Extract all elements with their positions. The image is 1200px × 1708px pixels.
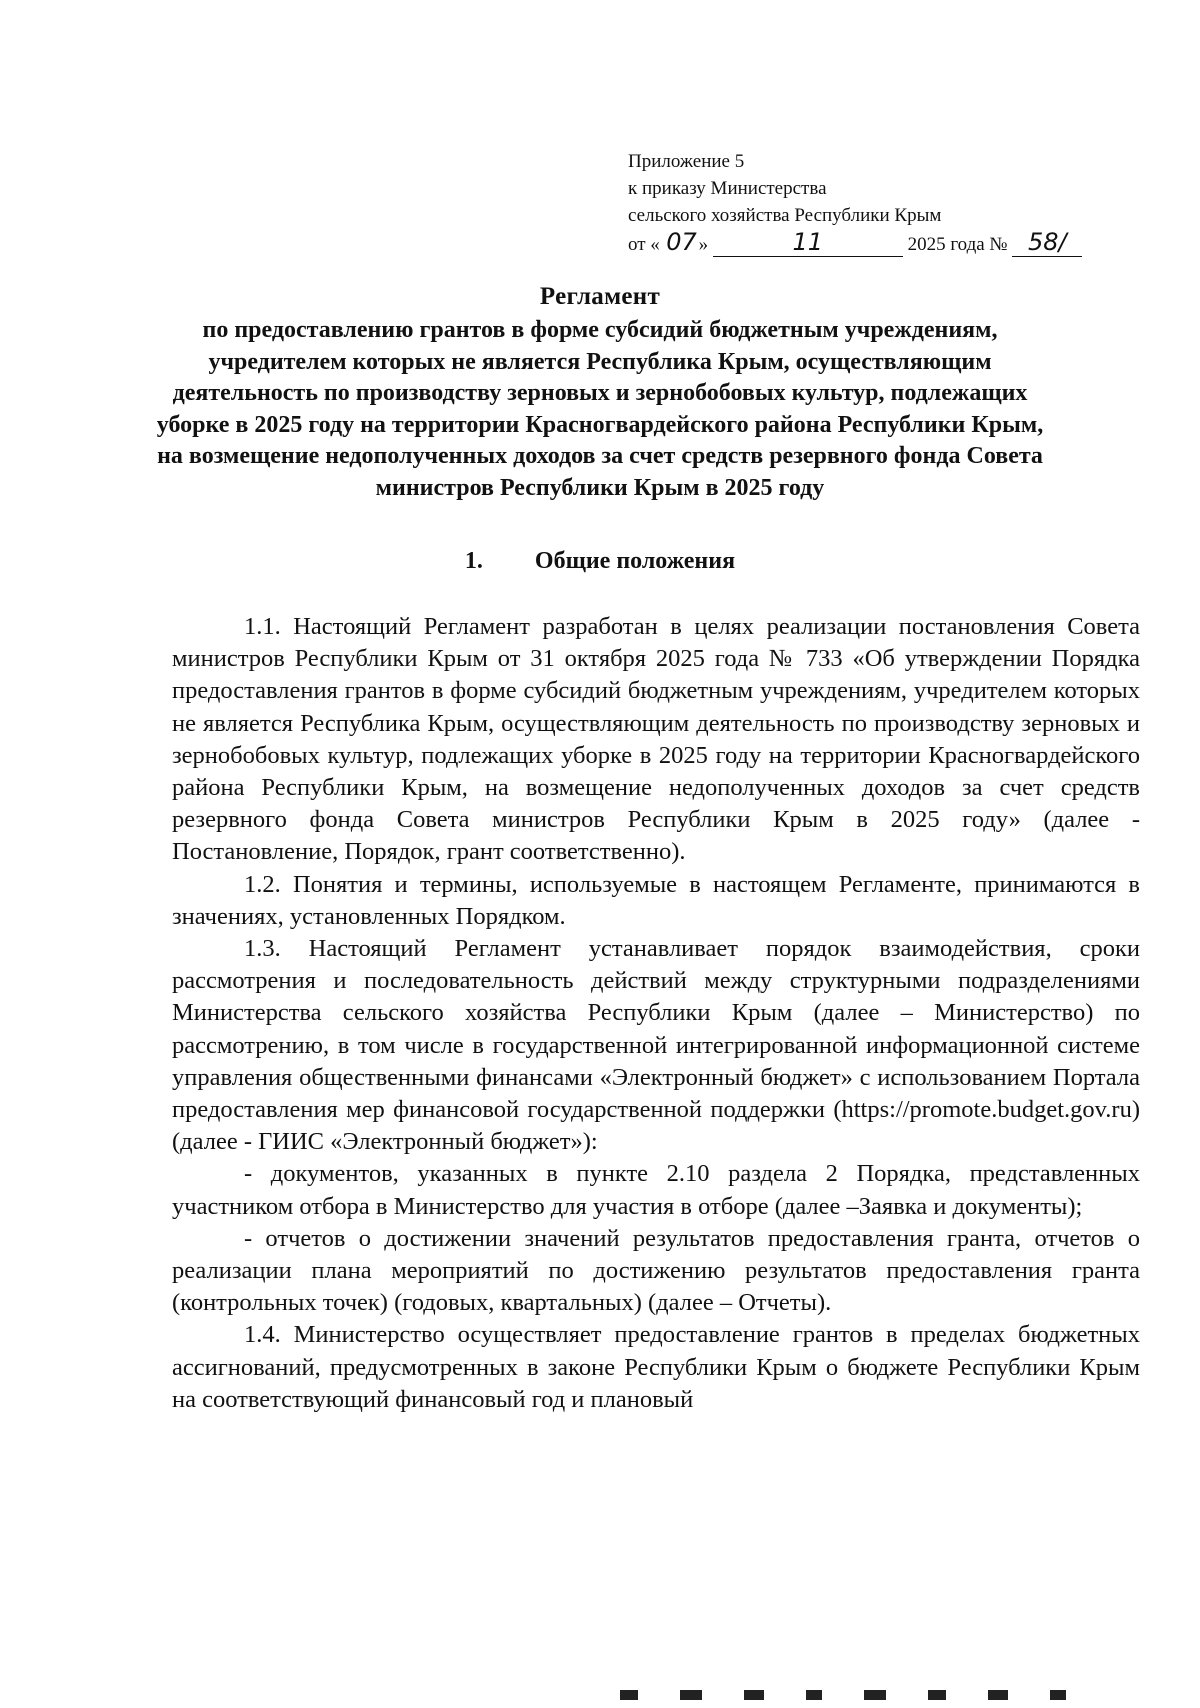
date-mid: » — [698, 234, 709, 255]
section-title: Общие положения — [534, 548, 736, 574]
annex-header — [628, 148, 1148, 258]
handwritten-number: 58/ — [1028, 228, 1067, 256]
annex-date-line — [628, 229, 1148, 258]
list-item-documents: - документов, указанных в пункте 2.10 раздела 2 Порядка, представленных участником отбора в Министерство для участия в отборе (далее –Заявка и документы); — [172, 1160, 1140, 1220]
scan-edge-marks — [620, 1690, 1180, 1704]
list-item-reports: - отчетов о достижении значений результатов предоставления гранта, отчетов о реализации плана мероприятий по достижению результатов предоставления гранта (контрольных точек) (годовых, квартальных) (далее – Отчеты). — [172, 1224, 1140, 1317]
paragraph-1-4: 1.4. Министерство осуществляет предоставление грантов в пределах бюджетных ассигнований, предусмотренных в законе Республики Крым о бюджете Республики Крым на соответствующий финансовый год и плановый — [172, 1321, 1140, 1413]
paragraph-1-2: 1.2. Понятия и термины, используемые в настоящем Регламенте, принимаются в значениях, установленных Порядком. — [172, 870, 1140, 930]
document-subtitle: по предоставлению грантов в форме субсидий бюджетным учреждениям, учредителем которых не является Республика Крым, осуществляющим деятельность по производству зерновых и зернобобовых культур, подлежащих уборке в 2025 году на территории Красногвардейского района Республики Крым, на возмещение недополученных доходов за счет средств резервного фонда Совета министров Республики Крым в 2025 году — [156, 317, 1044, 501]
annex-line-1: Приложение 5 — [628, 151, 745, 172]
year-text: 2025 года № — [907, 234, 1008, 255]
section-heading — [0, 546, 1200, 576]
section-number: 1. — [464, 548, 483, 574]
paragraph-1-1: 1.1. Настоящий Регламент разработан в целях реализации постановления Совета министров Республики Крым от 31 октября 2025 года № 733 «Об утверждении Порядка предоставления грантов в форме субсидий бюджетным учреждениям, учредителем которых не является Республика Крым, осуществляющим деятельность по производству зерновых и зернобобовых культур, подлежащих уборке в 2025 году на территории Красногвардейского района Республики Крым, на возмещение недополученных доходов за счет средств резервного фонда Совета министров Республики Крым в 2025 году» (далее - Постановление, Порядок, грант соответственно). — [172, 613, 1140, 866]
document-title: Регламент — [539, 283, 661, 310]
order-number-field — [1012, 228, 1082, 257]
annex-line-2: к приказу Министерства — [628, 178, 827, 199]
annex-line-3: сельского хозяйства Республики Крым — [628, 205, 942, 226]
handwritten-month: 11 — [792, 228, 824, 256]
month-field — [713, 228, 903, 257]
date-prefix: от « — [628, 234, 660, 255]
paragraph-1-3: 1.3. Настоящий Регламент устанавливает порядок взаимодействия, сроки рассмотрения и последовательность действий между структурными подразделениями Министерства сельского хозяйства Республики Крым (далее – Министерство) по рассмотрению, в том числе в государственной интегрированной информационной системе управления общественными финансами «Электронный бюджет» с использованием Портала предоставления мер финансовой государственной поддержки (https://promote.budget.gov.ru) (далее - ГИИС «Электронный бюджет»): — [172, 935, 1140, 1156]
body-text — [172, 611, 1140, 1416]
handwritten-day: 07 — [666, 228, 697, 256]
